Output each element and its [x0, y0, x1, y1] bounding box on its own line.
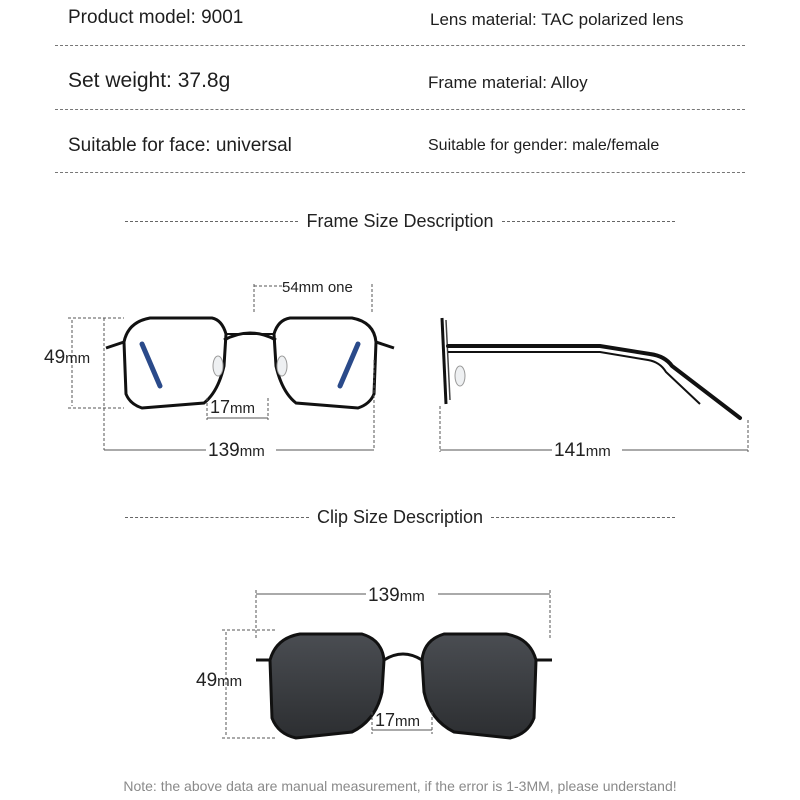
right-lens-frame — [274, 318, 376, 408]
clip-width-num: 139 — [368, 585, 400, 606]
clip-height-unit: mm — [217, 673, 243, 690]
side-view-glasses — [442, 318, 740, 418]
bridge-label — [210, 397, 255, 417]
total-width-unit: mm — [239, 443, 265, 460]
clip-bridge — [384, 654, 422, 660]
temple-arm — [448, 346, 740, 418]
left-nose-pad — [213, 356, 223, 376]
spec-gender: Suitable for gender: male/female — [428, 137, 660, 154]
side-front-frame — [442, 318, 446, 404]
lens-height-unit: mm — [65, 350, 91, 367]
lens-height-num: 49 — [44, 347, 66, 368]
clip-bridge-num: 17 — [375, 710, 396, 730]
left-temple-tip — [142, 344, 160, 386]
spec-set-weight: Set weight: 37.8g — [68, 69, 231, 92]
frame-size-title-text: Frame Size Description — [306, 210, 494, 231]
temple-unit: mm — [585, 443, 611, 460]
clip-height-label — [196, 670, 242, 691]
spec-lens-material: Lens material: TAC polarized lens — [430, 10, 684, 29]
spec-product-model: Product model: 9001 — [68, 7, 244, 28]
clip-bridge-label — [375, 710, 420, 730]
clip-right-lens — [422, 634, 536, 738]
total-width-label — [208, 440, 265, 461]
temple-length-label — [554, 440, 611, 461]
right-temple-tip — [340, 344, 358, 386]
total-width-num: 139 — [208, 440, 240, 461]
spec-face: Suitable for face: universal — [68, 135, 292, 156]
right-hinge — [376, 342, 394, 348]
spec-frame-material: Frame material: Alloy — [428, 73, 588, 92]
clip-size-title-text: Clip Size Description — [316, 506, 484, 527]
clip-left-lens — [270, 634, 384, 738]
right-nose-pad — [277, 356, 287, 376]
lens-width-label: 54mm one — [282, 279, 353, 296]
clip-width-label — [368, 585, 425, 606]
left-lens-frame — [124, 318, 226, 408]
clip-bridge-unit: mm — [395, 713, 421, 730]
left-hinge — [106, 342, 124, 348]
lens-height-label — [44, 347, 90, 368]
side-nose-pad — [455, 366, 465, 386]
clip-height-num: 49 — [196, 670, 218, 691]
front-view-glasses — [106, 318, 394, 408]
measurement-note: Note: the above data are manual measurement, if the error is 1-3MM, please understand! — [123, 778, 677, 794]
clip-width-unit: mm — [399, 588, 425, 605]
bridge-num: 17 — [210, 397, 231, 417]
bridge-unit: mm — [230, 400, 256, 417]
temple-num: 141 — [554, 440, 586, 461]
